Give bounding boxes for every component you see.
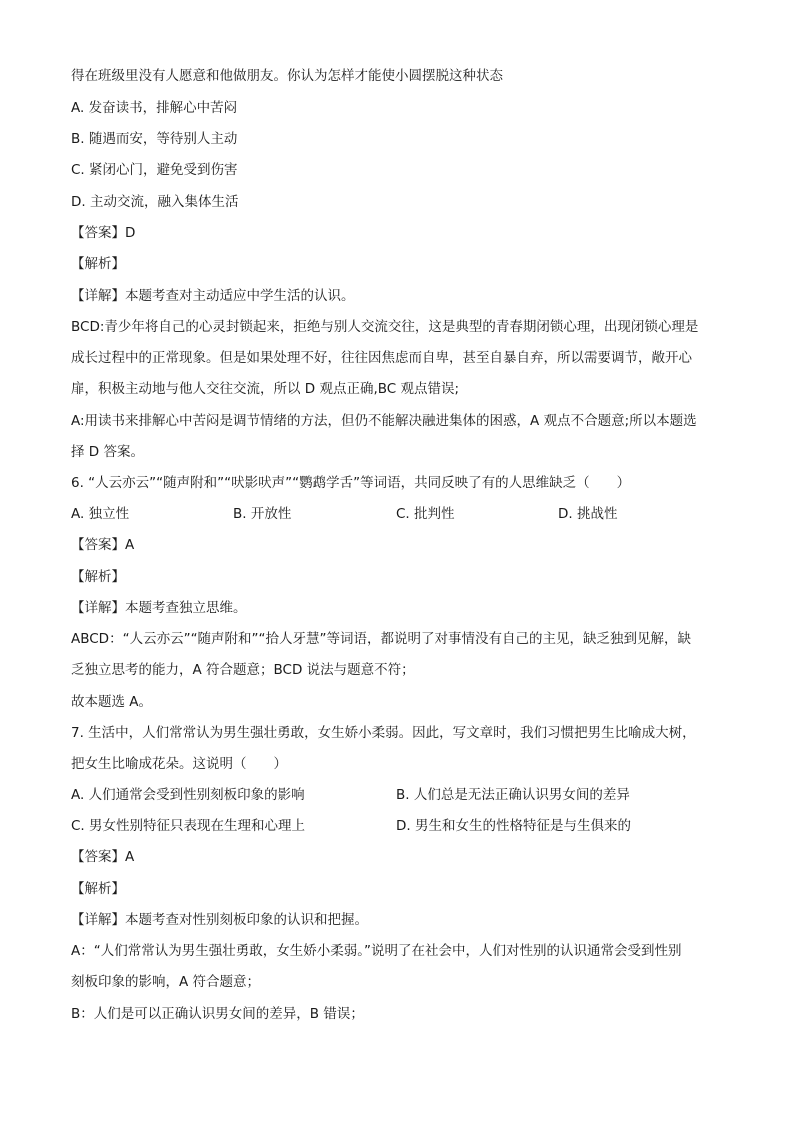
q6-answer: 【答案】A [71, 537, 135, 553]
q7-b-line: B：人们是可以正确认识男女间的差异，B 错误； [71, 1006, 364, 1022]
q5-analysis-label: 【解析】 [71, 256, 125, 272]
q5-answer: 【答案】D [71, 225, 136, 241]
q5-bcd-line-2: 成长过程中的正常现象。但是如果处理不好，往往因焦虑而自卑，甚至自暴自弃，所以需要调节，敞开心 [71, 350, 692, 366]
q5-detail: 【详解】本题考查对主动适应中学生活的认识。 [71, 288, 355, 304]
q6-option-a: A. 独立性 [71, 506, 130, 522]
q6-option-c: C. 批判性 [396, 506, 455, 522]
q6-abcd-line-2: 乏独立思考的能力，A 符合题意；BCD 说法与题意不符； [71, 662, 415, 678]
q5-a-line-2: 择 D 答案。 [71, 444, 144, 460]
q7-option-c: C. 男女性别特征只表现在生理和心理上 [71, 818, 306, 834]
q7-detail: 【详解】本题考查对性别刻板印象的认识和把握。 [71, 912, 368, 928]
q6-detail: 【详解】本题考查独立思维。 [71, 600, 247, 616]
q5-bcd-line-1: BCD:青少年将自己的心灵封锁起来，拒绝与别人交流交往，这是典型的青春期闭锁心理，出现闭锁心理是 [71, 319, 699, 335]
q7-option-d: D. 男生和女生的性格特征是与生俱来的 [396, 818, 631, 834]
q6-analysis-label: 【解析】 [71, 569, 125, 585]
q5-bcd-line-3: 扉，积极主动地与他人交往交流，所以 D 观点正确,BC 观点错误; [71, 381, 460, 397]
q7-option-a: A. 人们通常会受到性别刻板印象的影响 [71, 787, 305, 803]
q5-option-a: A. 发奋读书，排解心中苦闷 [71, 100, 238, 116]
q5-option-b: B. 随遇而安，等待别人主动 [71, 131, 238, 147]
q7-stem-line-2: 把女生比喻成花朵。这说明（ ） [71, 756, 287, 772]
q5-option-d: D. 主动交流，融入集体生活 [71, 194, 239, 210]
q6-abcd-line-1: ABCD：“人云亦云”“随声附和”“拾人牙慧”等词语，都说明了对事情没有自己的主见，缺乏独到见解，缺 [71, 631, 692, 647]
q7-option-b: B. 人们总是无法正确认识男女间的差异 [396, 787, 630, 803]
q6-conclusion: 故本题选 A。 [71, 694, 153, 710]
q7-a-line-2: 刻板印象的影响，A 符合题意； [71, 974, 261, 990]
q7-stem-line-1: 7. 生活中，人们常常认为男生强壮勇敢，女生娇小柔弱。因此，写文章时，我们习惯把男生比喻成大树， [71, 725, 696, 741]
q5-option-c: C. 紧闭心门，避免受到伤害 [71, 162, 238, 178]
q5-stem-tail: 得在班级里没有人愿意和他做朋友。你认为怎样才能使小圆摆脱这种状态 [71, 68, 503, 84]
q7-answer: 【答案】A [71, 849, 135, 865]
q5-a-line-1: A:用读书来排解心中苦闷是调节情绪的方法，但仍不能解决融进集体的困惑，A 观点不合题意;所以本题选 [71, 413, 697, 429]
q6-option-b: B. 开放性 [233, 506, 292, 522]
q7-a-line-1: A：“人们常常认为男生强壮勇敢，女生娇小柔弱。”说明了在社会中，人们对性别的认识通常会受到性别 [71, 943, 682, 959]
q7-analysis-label: 【解析】 [71, 881, 125, 897]
q6-stem: 6. “人云亦云”“随声附和”“吠影吠声”“鹦鹉学舌”等词语，共同反映了有的人思维缺乏（ ） [71, 475, 631, 491]
q6-option-d: D. 挑战性 [558, 506, 618, 522]
